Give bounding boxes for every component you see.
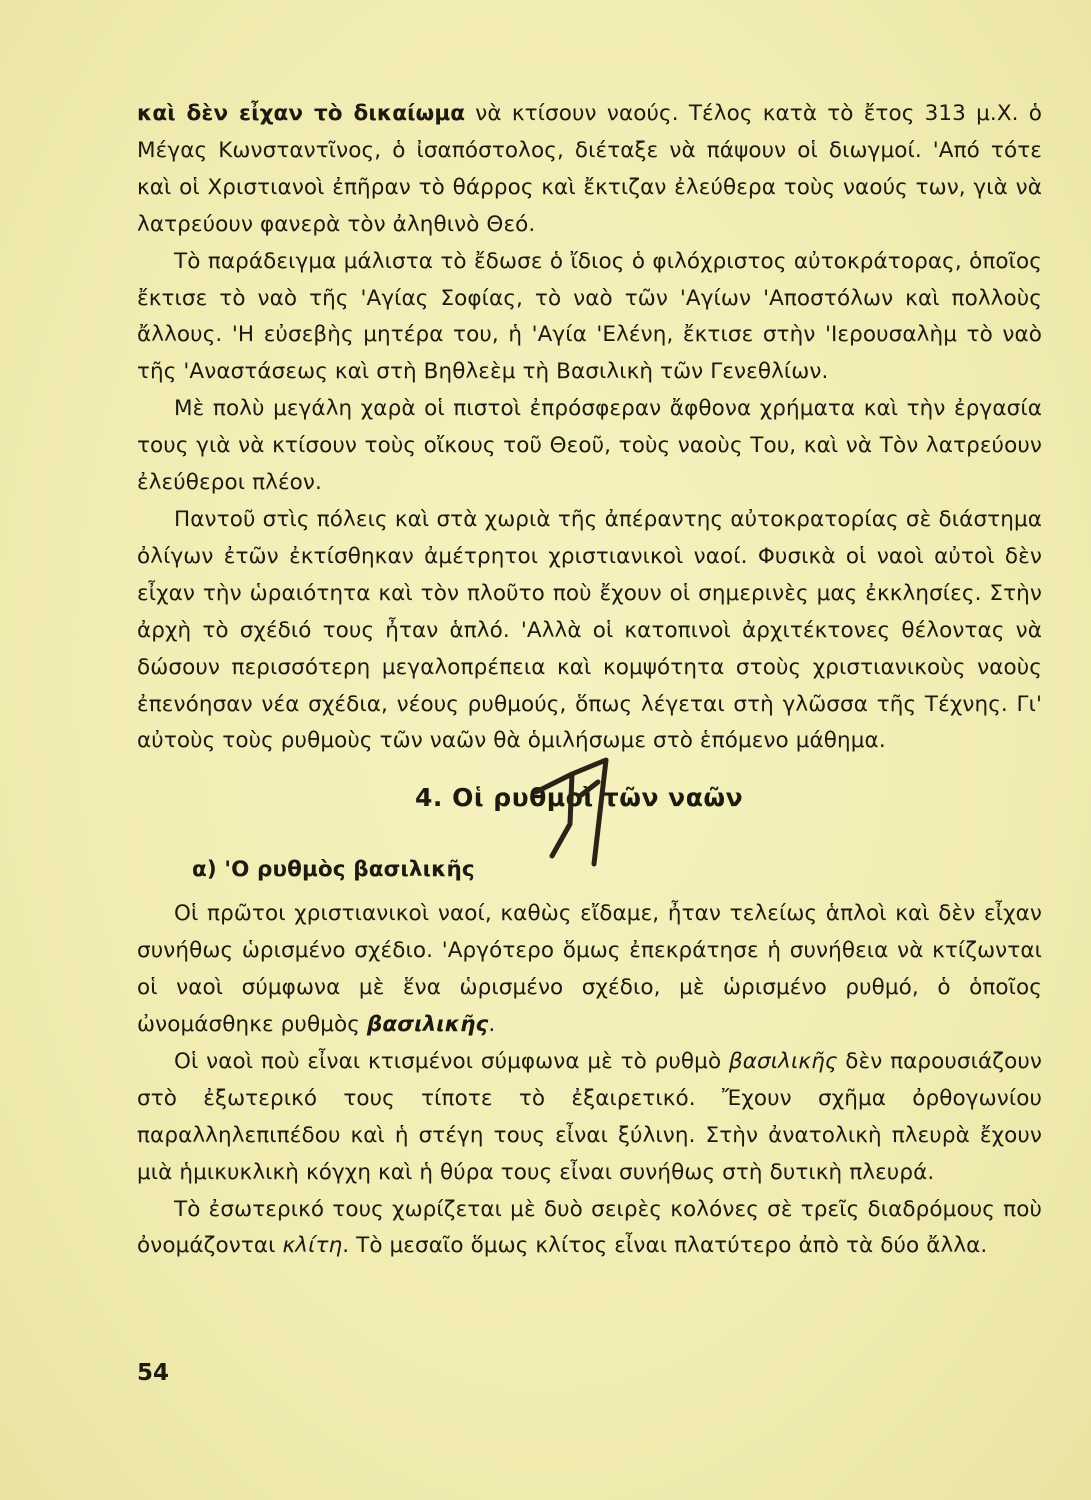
- paragraph-6: [137, 1044, 1042, 1192]
- paragraph-5-end: .: [488, 1012, 496, 1038]
- paragraph-5-text: Οἱ πρῶτοι χριστιανικοὶ ναοί, καθὼς εἴδαμε, ἦταν τελείως ἁπλοὶ καὶ δὲν εἶχαν συνήθως ὡρισμένο σχέδιο. 'Αργότερο ὅμως ἐπεκράτησε ἡ συνήθεια νὰ κτίζωνται οἱ ναοὶ σύμφωνα μὲ ἕνα ὡρισμένο σχέδιο, μὲ ὡρισμένο ρυθμό, ὁ ὁποῖος ὠνομάσθηκε ρυθμὸς: [137, 901, 1042, 1038]
- paragraph-5-term: βασιλικῆς: [366, 1012, 489, 1038]
- page-number: 54: [137, 1360, 170, 1386]
- paragraph-6-term: βασιλικῆς: [728, 1048, 838, 1074]
- paragraph-7-end: . Τὸ μεσαῖο ὅμως κλίτος εἶναι πλατύτερο ἀπὸ τὰ δύο ἄλλα.: [342, 1233, 988, 1259]
- paragraph-7-text: Τὸ ἐσωτερικό τους χωρίζεται μὲ δυὸ σειρὲς κολόνες σὲ τρεῖς διαδρόμους ποὺ ὀνομάζονται: [137, 1196, 1042, 1259]
- paragraph-3: Μὲ πολὺ μεγάλη χαρὰ οἱ πιστοὶ ἐπρόσφεραν ἄφθονα χρήματα καὶ τὴν ἐργασία τους γιὰ νὰ κτίσουν τοὺς οἴκους τοῦ Θεοῦ, τοὺς ναοὺς Του, καὶ νὰ Τὸν λατρεύουν ἐλεύθεροι πλέον.: [137, 396, 1042, 496]
- paragraph-4: Παντοῦ στὶς πόλεις καὶ στὰ χωριὰ τῆς ἀπέραντης αὐτοκρατορίας σὲ διάστημα ὀλίγων ἐτῶν ἐκτίσθηκαν ἀμέτρητοι χριστιανικοὶ ναοί. Φυσικὰ οἱ ναοὶ αὐτοὶ δὲν εἶχαν τὴν ὡραιότητα καὶ τὸν πλοῦτο ποὺ ἔχουν οἱ σημερινὲς μας ἐκκλησίες. Στὴν ἀρχὴ τὸ σχέδιό τους ἦταν ἁπλό. 'Αλλὰ οἱ κατοπινοὶ ἀρχιτέκτονες θέλοντας νὰ δώσουν περισσότερη μεγαλοπρέπεια καὶ κομψότητα στοὺς χριστιανικοὺς ναοὺς ἐπενόησαν νέα σχέδια, νέους ρυθμούς, ὅπως λέγεται στὴ γλῶσσα τῆς Τέχνης. Γι' αὐτοὺς τοὺς ρυθμοὺς τῶν ναῶν θὰ ὁμιλήσωμε στὸ ἑπόμενο μάθημα.: [137, 506, 1042, 754]
- paragraph-2: Τὸ παράδειγμα μάλιστα τὸ ἔδωσε ὁ ἴδιος ὁ φιλόχριστος αὐτοκράτορας, ὁποῖος ἔκτισε τὸ ναὸ τῆς 'Αγίας Σοφίας, τὸ ναὸ τῶν 'Αγίων 'Αποστόλων καὶ πολλοὺς ἄλλους. 'Η εὐσεβὴς μητέρα του, ἡ 'Αγία 'Ελένη, ἔκτισε στὴν 'Ιερουσαλὴμ τὸ ναὸ τῆς 'Αναστάσεως καὶ στὴ Βηθλεὲμ τὴ Βασιλικὴ τῶν Γενεθλίων.: [137, 248, 1042, 385]
- handwritten-mark-icon: [528, 752, 618, 872]
- section-subheading: α) 'Ο ρυθμὸς βασιλικῆς: [192, 857, 475, 883]
- paragraph-1-lead: καὶ δὲν εἶχαν τὸ δικαίωμα: [137, 101, 466, 126]
- paragraph-6-text: Οἱ ναοὶ ποὺ εἶναι κτισμένοι σύμφωνα μὲ τὸ ρυθμὸ: [174, 1048, 729, 1074]
- paragraph-1: [137, 96, 1042, 244]
- paragraph-7: [137, 1192, 1042, 1266]
- paragraph-6-end: δὲν παρουσιάζουν στὸ ἐξωτερικό τους τίποτε τὸ ἐξαιρετικό. Ἔχουν σχῆμα ὀρθογωνίου παραλληλεπιπέδου καὶ ἡ στέγη τους εἶναι ξύλινη. Στὴν ἀνατολικὴ πλευρὰ ἔχουν μιὰ ἡμικυκλικὴ κόγχη καὶ ἡ θύρα τους εἶναι συνήθως στὴ δυτικὴ πλευρά.: [137, 1048, 1042, 1185]
- paragraph-5: [137, 896, 1042, 1044]
- chapter-heading: 4. Οἱ ρυθμοὶ τῶν ναῶν: [415, 783, 744, 813]
- page-text: [137, 96, 1042, 1265]
- paragraph-1-text: νὰ κτίσουν ναούς. Τέλος κατὰ τὸ ἔτος 313 μ.Χ. ὁ Μέγας Κωνσταντῖνος, ὁ ἰσαπόστολος, διέταξε νὰ πάψουν οἱ διωγμοί. 'Από τότε καὶ οἱ Χριστιανοὶ ἐπῆραν τὸ θάρρος καὶ ἔκτιζαν ἐλεύθερα τοὺς ναούς των, γιὰ νὰ λατρεύουν φανερὰ τὸν ἀληθινὸ Θεό.: [137, 101, 1043, 237]
- paragraph-7-term: κλίτη: [282, 1233, 343, 1259]
